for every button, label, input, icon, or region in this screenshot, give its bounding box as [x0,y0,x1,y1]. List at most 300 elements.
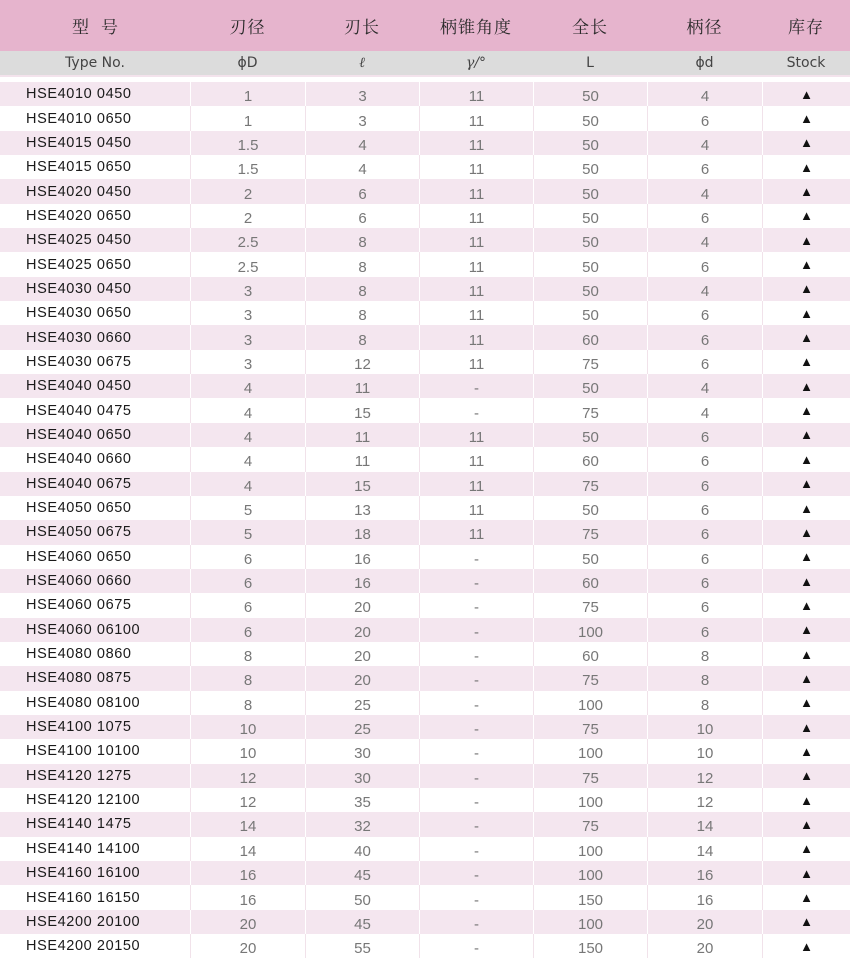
angle-cell: 11 [419,325,533,349]
type-no-cell: HSE4060 0675 [26,597,132,614]
type-no-cell: HSE4200 20150 [26,938,141,955]
shank-diameter-cell: 20 [647,934,762,958]
table-row [0,715,850,739]
shank-diameter-cell: 10 [647,715,762,739]
shank-diameter-cell: 6 [647,447,762,471]
stock-triangle-icon: ▲ [762,618,850,642]
table-row [0,204,850,228]
flute-length-cell: 11 [305,447,419,471]
overall-length-cell: 75 [533,812,647,836]
stock-triangle-icon: ▲ [762,642,850,666]
shank-diameter-cell: 14 [647,812,762,836]
diameter-cell: 2 [190,179,305,203]
angle-cell: - [419,861,533,885]
shank-diameter-cell: 6 [647,301,762,325]
flute-length-cell: 16 [305,569,419,593]
shank-diameter-cell: 6 [647,618,762,642]
header-diameter-cn: 刃径 [229,18,266,38]
table-row [0,447,850,471]
header-flute-length-cn: 刃长 [344,18,380,38]
angle-cell: - [419,788,533,812]
stock-triangle-icon: ▲ [762,179,850,203]
stock-triangle-icon: ▲ [762,106,850,130]
angle-cell: 11 [419,520,533,544]
shank-diameter-cell: 4 [647,131,762,155]
flute-length-cell: 15 [305,398,419,422]
type-no-cell: HSE4140 14100 [26,840,141,857]
type-no-cell: HSE4010 0650 [26,110,132,127]
overall-length-cell: 75 [533,764,647,788]
angle-cell: - [419,691,533,715]
header-row-chinese [0,0,850,51]
flute-length-cell: 8 [305,228,419,252]
diameter-cell: 8 [190,642,305,666]
angle-cell: 11 [419,204,533,228]
header-shank-diameter-cn: 柄径 [686,18,723,38]
table-row [0,423,850,447]
overall-length-cell: 100 [533,910,647,934]
header-diameter-en: ϕD [237,55,258,71]
stock-triangle-icon: ▲ [762,812,850,836]
diameter-cell: 10 [190,715,305,739]
type-no-cell: HSE4100 1075 [26,719,132,736]
overall-length-cell: 100 [533,861,647,885]
shank-diameter-cell: 4 [647,179,762,203]
type-no-cell: HSE4060 0660 [26,573,132,590]
header-type-en: Type No. [65,55,125,71]
type-no-cell: HSE4030 0650 [26,305,132,322]
shank-diameter-cell: 8 [647,691,762,715]
diameter-cell: 1.5 [190,131,305,155]
overall-length-cell: 75 [533,398,647,422]
table-row [0,82,850,106]
header-flute-length-en: ℓ [359,54,365,71]
stock-triangle-icon: ▲ [762,82,850,106]
stock-triangle-icon: ▲ [762,666,850,690]
shank-diameter-cell: 6 [647,350,762,374]
angle-cell: - [419,739,533,763]
diameter-cell: 16 [190,861,305,885]
type-no-cell: HSE4040 0475 [26,402,132,419]
diameter-cell: 16 [190,885,305,909]
flute-length-cell: 8 [305,252,419,276]
shank-diameter-cell: 14 [647,837,762,861]
flute-length-cell: 35 [305,788,419,812]
table-row [0,277,850,301]
overall-length-cell: 50 [533,301,647,325]
stock-triangle-icon: ▲ [762,934,850,958]
angle-cell: 11 [419,228,533,252]
header-overall-length-en: L [586,55,594,71]
flute-length-cell: 11 [305,423,419,447]
shank-diameter-cell: 6 [647,472,762,496]
stock-triangle-icon: ▲ [762,277,850,301]
shank-diameter-cell: 6 [647,545,762,569]
shank-diameter-cell: 12 [647,764,762,788]
shank-diameter-cell: 4 [647,82,762,106]
angle-cell: 11 [419,350,533,374]
flute-length-cell: 45 [305,910,419,934]
diameter-cell: 5 [190,520,305,544]
angle-cell: 11 [419,82,533,106]
angle-cell: 11 [419,423,533,447]
type-no-cell: HSE4020 0450 [26,183,132,200]
flute-length-cell: 8 [305,325,419,349]
stock-triangle-icon: ▲ [762,739,850,763]
overall-length-cell: 150 [533,934,647,958]
flute-length-cell: 20 [305,618,419,642]
stock-triangle-icon: ▲ [762,228,850,252]
overall-length-cell: 75 [533,593,647,617]
type-no-cell: HSE4050 0650 [26,500,132,517]
type-no-cell: HSE4040 0450 [26,378,132,395]
angle-cell: 11 [419,131,533,155]
overall-length-cell: 50 [533,423,647,447]
table-row [0,325,850,349]
flute-length-cell: 25 [305,691,419,715]
type-no-cell: HSE4030 0450 [26,280,132,297]
diameter-cell: 14 [190,837,305,861]
flute-length-cell: 16 [305,545,419,569]
diameter-cell: 5 [190,496,305,520]
stock-triangle-icon: ▲ [762,837,850,861]
stock-triangle-icon: ▲ [762,301,850,325]
diameter-cell: 1 [190,106,305,130]
flute-length-cell: 4 [305,155,419,179]
type-no-cell: HSE4160 16150 [26,889,141,906]
diameter-cell: 10 [190,739,305,763]
type-no-cell: HSE4140 1475 [26,816,132,833]
shank-diameter-cell: 10 [647,739,762,763]
angle-cell: 11 [419,301,533,325]
stock-triangle-icon: ▲ [762,472,850,496]
flute-length-cell: 30 [305,764,419,788]
angle-cell: - [419,910,533,934]
overall-length-cell: 100 [533,739,647,763]
table-row [0,106,850,130]
flute-length-cell: 11 [305,374,419,398]
type-no-cell: HSE4160 16100 [26,865,141,882]
angle-cell: 11 [419,472,533,496]
shank-diameter-cell: 6 [647,325,762,349]
type-no-cell: HSE4120 1275 [26,767,132,784]
shank-diameter-cell: 6 [647,593,762,617]
type-no-cell: HSE4030 0675 [26,353,132,370]
type-no-cell: HSE4080 0875 [26,670,132,687]
angle-cell: - [419,545,533,569]
diameter-cell: 8 [190,691,305,715]
table-row [0,155,850,179]
type-no-cell: HSE4050 0675 [26,524,132,541]
table-row [0,374,850,398]
angle-cell: - [419,715,533,739]
flute-length-cell: 3 [305,106,419,130]
type-no-cell: HSE4010 0450 [26,86,132,103]
table-row [0,569,850,593]
stock-triangle-icon: ▲ [762,374,850,398]
shank-diameter-cell: 20 [647,910,762,934]
table-row [0,910,850,934]
table-row [0,398,850,422]
shank-diameter-cell: 8 [647,642,762,666]
shank-diameter-cell: 4 [647,228,762,252]
flute-length-cell: 32 [305,812,419,836]
stock-triangle-icon: ▲ [762,131,850,155]
angle-cell: - [419,764,533,788]
overall-length-cell: 50 [533,496,647,520]
type-no-cell: HSE4020 0650 [26,207,132,224]
stock-triangle-icon: ▲ [762,861,850,885]
flute-length-cell: 18 [305,520,419,544]
diameter-cell: 6 [190,569,305,593]
header-stock-cn: 库存 [788,18,824,38]
angle-cell: - [419,374,533,398]
shank-diameter-cell: 6 [647,496,762,520]
stock-triangle-icon: ▲ [762,325,850,349]
overall-length-cell: 150 [533,885,647,909]
overall-length-cell: 50 [533,131,647,155]
overall-length-cell: 60 [533,569,647,593]
table-row [0,837,850,861]
overall-length-cell: 50 [533,374,647,398]
diameter-cell: 1.5 [190,155,305,179]
overall-length-cell: 100 [533,618,647,642]
flute-length-cell: 55 [305,934,419,958]
stock-triangle-icon: ▲ [762,447,850,471]
table-row [0,739,850,763]
stock-triangle-icon: ▲ [762,423,850,447]
flute-length-cell: 8 [305,277,419,301]
shank-diameter-cell: 6 [647,155,762,179]
shank-diameter-cell: 4 [647,398,762,422]
shank-diameter-cell: 4 [647,277,762,301]
diameter-cell: 20 [190,934,305,958]
stock-triangle-icon: ▲ [762,691,850,715]
table-row [0,520,850,544]
type-no-cell: HSE4015 0450 [26,134,132,151]
stock-triangle-icon: ▲ [762,593,850,617]
table-row [0,618,850,642]
diameter-cell: 12 [190,764,305,788]
table-row [0,691,850,715]
overall-length-cell: 50 [533,179,647,203]
overall-length-cell: 75 [533,715,647,739]
table-row [0,788,850,812]
type-no-cell: HSE4015 0650 [26,159,132,176]
angle-cell: - [419,642,533,666]
type-no-cell: HSE4060 06100 [26,621,141,638]
angle-cell: 11 [419,447,533,471]
stock-triangle-icon: ▲ [762,204,850,228]
diameter-cell: 4 [190,472,305,496]
type-no-cell: HSE4080 0860 [26,646,132,663]
diameter-cell: 8 [190,666,305,690]
shank-diameter-cell: 8 [647,666,762,690]
overall-length-cell: 50 [533,277,647,301]
angle-cell: - [419,837,533,861]
angle-cell: - [419,398,533,422]
angle-cell: - [419,618,533,642]
angle-cell: 11 [419,252,533,276]
table-row [0,934,850,958]
diameter-cell: 4 [190,447,305,471]
table-row [0,131,850,155]
table-row [0,666,850,690]
header-angle-en: γ/° [465,55,487,71]
shank-diameter-cell: 6 [647,569,762,593]
overall-length-cell: 50 [533,155,647,179]
diameter-cell: 3 [190,277,305,301]
flute-length-cell: 20 [305,593,419,617]
header-type-cn: 型号 [72,18,130,38]
overall-length-cell: 100 [533,691,647,715]
flute-length-cell: 13 [305,496,419,520]
diameter-cell: 3 [190,350,305,374]
diameter-cell: 4 [190,374,305,398]
type-no-cell: HSE4040 0650 [26,426,132,443]
angle-cell: 11 [419,179,533,203]
angle-cell: 11 [419,496,533,520]
table-row [0,350,850,374]
angle-cell: 11 [419,106,533,130]
stock-triangle-icon: ▲ [762,252,850,276]
table-row [0,812,850,836]
type-no-cell: HSE4200 20100 [26,913,141,930]
table-body [0,82,850,958]
type-no-cell: HSE4080 08100 [26,694,141,711]
shank-diameter-cell: 16 [647,885,762,909]
flute-length-cell: 45 [305,861,419,885]
overall-length-cell: 100 [533,788,647,812]
diameter-cell: 2.5 [190,252,305,276]
diameter-cell: 2.5 [190,228,305,252]
diameter-cell: 14 [190,812,305,836]
type-no-cell: HSE4060 0650 [26,548,132,565]
overall-length-cell: 60 [533,325,647,349]
type-no-cell: HSE4100 10100 [26,743,141,760]
table-row [0,179,850,203]
shank-diameter-cell: 6 [647,106,762,130]
shank-diameter-cell: 6 [647,423,762,447]
table-row [0,642,850,666]
overall-length-cell: 75 [533,520,647,544]
stock-triangle-icon: ▲ [762,764,850,788]
diameter-cell: 6 [190,545,305,569]
diameter-cell: 3 [190,325,305,349]
angle-cell: - [419,593,533,617]
diameter-cell: 6 [190,593,305,617]
stock-triangle-icon: ▲ [762,715,850,739]
flute-length-cell: 8 [305,301,419,325]
overall-length-cell: 60 [533,642,647,666]
type-no-cell: HSE4120 12100 [26,792,141,809]
diameter-cell: 2 [190,204,305,228]
table-row [0,861,850,885]
angle-cell: - [419,569,533,593]
stock-triangle-icon: ▲ [762,569,850,593]
table-row [0,545,850,569]
overall-length-cell: 50 [533,204,647,228]
header-overall-length-cn: 全长 [572,18,608,38]
shank-diameter-cell: 6 [647,204,762,228]
diameter-cell: 1 [190,82,305,106]
overall-length-cell: 75 [533,472,647,496]
type-no-cell: HSE4040 0675 [26,475,132,492]
header-stock-en: Stock [786,55,826,71]
table-row [0,228,850,252]
stock-triangle-icon: ▲ [762,788,850,812]
flute-length-cell: 6 [305,204,419,228]
flute-length-cell: 20 [305,642,419,666]
stock-triangle-icon: ▲ [762,155,850,179]
flute-length-cell: 50 [305,885,419,909]
header-row-english [0,51,850,77]
flute-length-cell: 6 [305,179,419,203]
shank-diameter-cell: 12 [647,788,762,812]
shank-diameter-cell: 16 [647,861,762,885]
table-row [0,472,850,496]
table-row [0,593,850,617]
type-no-cell: HSE4030 0660 [26,329,132,346]
overall-length-cell: 60 [533,447,647,471]
angle-cell: - [419,885,533,909]
flute-length-cell: 30 [305,739,419,763]
type-no-cell: HSE4025 0450 [26,232,132,249]
diameter-cell: 6 [190,618,305,642]
shank-diameter-cell: 6 [647,252,762,276]
angle-cell: 11 [419,155,533,179]
stock-triangle-icon: ▲ [762,398,850,422]
overall-length-cell: 100 [533,837,647,861]
stock-triangle-icon: ▲ [762,910,850,934]
overall-length-cell: 50 [533,82,647,106]
shank-diameter-cell: 4 [647,374,762,398]
diameter-cell: 4 [190,398,305,422]
overall-length-cell: 50 [533,106,647,130]
angle-cell: - [419,666,533,690]
shank-diameter-cell: 6 [647,520,762,544]
table-row [0,764,850,788]
angle-cell: - [419,812,533,836]
type-no-cell: HSE4040 0660 [26,451,132,468]
diameter-cell: 4 [190,423,305,447]
table-row [0,496,850,520]
diameter-cell: 3 [190,301,305,325]
stock-triangle-icon: ▲ [762,545,850,569]
flute-length-cell: 4 [305,131,419,155]
diameter-cell: 20 [190,910,305,934]
overall-length-cell: 75 [533,350,647,374]
flute-length-cell: 25 [305,715,419,739]
flute-length-cell: 40 [305,837,419,861]
angle-cell: 11 [419,277,533,301]
flute-length-cell: 20 [305,666,419,690]
table-row [0,301,850,325]
flute-length-cell: 12 [305,350,419,374]
overall-length-cell: 50 [533,252,647,276]
overall-length-cell: 75 [533,666,647,690]
flute-length-cell: 15 [305,472,419,496]
table-row [0,885,850,909]
stock-triangle-icon: ▲ [762,496,850,520]
stock-triangle-icon: ▲ [762,520,850,544]
stock-triangle-icon: ▲ [762,885,850,909]
type-no-cell: HSE4025 0650 [26,256,132,273]
stock-triangle-icon: ▲ [762,350,850,374]
overall-length-cell: 50 [533,228,647,252]
angle-cell: - [419,934,533,958]
flute-length-cell: 3 [305,82,419,106]
